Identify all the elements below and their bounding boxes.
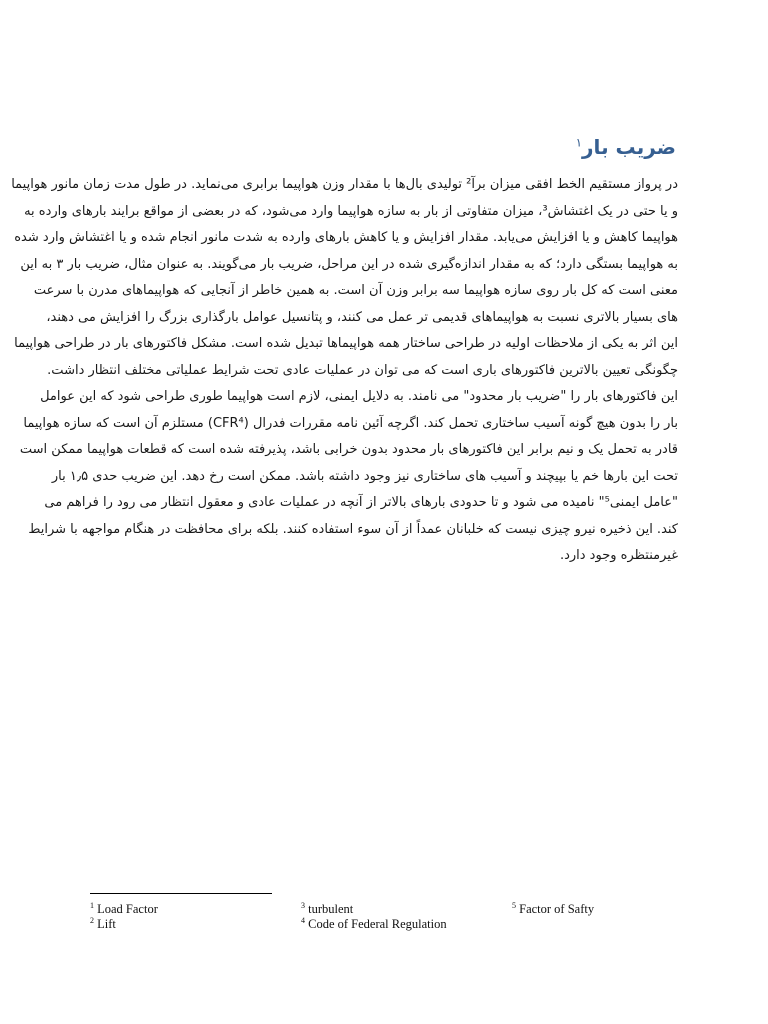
footnote-number: 1 [90,901,94,910]
body-line: و یا حتی در یک اغتشاش³، میزان متفاوتی از بار به سازه هواپیما وارد می‌شود، که در بعضی از مواقع برایند بارهای وارده به [24,203,678,219]
page-title [576,135,676,159]
footnote-item [301,901,353,917]
body-line: معنی است که کل بار روی سازه هواپیما سه برابر وزن آن است. به همین خاطر از آنجایی که هواپیماهای مدرن با سرعت [33,283,678,298]
footnote-number: 2 [90,916,94,925]
footnote-number: 4 [301,916,305,925]
body-line: هواپیما کاهش و یا افزایش می‌یابد. مقدار افزایش و یا کاهش بارهای وارده به شدت مانور انجام شده و یا اغتشاش وارد شده [14,230,678,245]
footnote-text: Lift [97,917,116,932]
body-line: غیرمنتظره وجود دارد. [559,548,678,563]
body-line: به هواپیما بستگی دارد؛ که به مقدار اندازه‌گیری شده در این مراحل، ضریب بار می‌گویند. به عنوان مثال، ضریب بار ۳ به این [20,256,678,272]
heading-footnote-marker: ۱ [575,135,583,150]
footnote-item [90,901,158,917]
body-line: قادر به تحمل یک و نیم برابر این فاکتورهای بار محدود بدون خرابی باشد، پذیرفته شده است که قطعات هواپیما ممکن است [19,442,678,457]
body-line: بار را بدون هیچ گونه آسیب ساختاری تحمل کند. اگرچه آئین نامه مقررات فدرال (CFR⁴) مستلزم آن است که سازه هواپیما [23,415,678,431]
body-line: "عامل ایمنی⁵" نامیده می شود و تا حدودی بارهای بالاتر از آنچه در عملیات عادی و معقول انتظار می رود را فراهم می [44,495,678,510]
body-line: چگونگی تعیین بالاترین فاکتورهای باری است که می توان در عملیات عادی تحت شرایط عملیاتی مختلف انتظار داشت. [47,362,678,378]
body-line: این فاکتورهای بار را "ضریب بار محدود" می نامند. به دلایل ایمنی، لازم است هواپیما طوری طراحی شود که این عوامل [40,389,678,404]
body-paragraph [11,172,678,570]
body-line: تحت این بارها خم یا بپیچند و آسیب های ساختاری نیز وجود داشته باشد. ممکن است رخ دهد. این ضریب حدی ۱٫۵ بار [51,468,678,484]
body-line: های بسیار بالاتری نسبت به هواپیماهای قدیمی تر عمل می کنند، و پتانسیل عوامل بارگذاری بزرگ را افزایش می دهند، [46,309,678,325]
body-line: کند. این ذخیره نیرو چیزی نیست که خلبانان عمداً از آن سوء استفاده کنند. بلکه برای محافظت در هنگام مواجهه با شرایط [28,521,678,537]
footnote-text: Load Factor [97,902,158,917]
footnote-item [90,916,116,932]
footnote-separator [90,893,272,894]
footnote-text: Code of Federal Regulation [308,917,447,932]
heading-text: ضریب بار [582,135,676,159]
footnote-text: Factor of Safty [519,902,595,917]
footnote-item [301,916,447,932]
footnote-number: 3 [301,901,305,910]
body-line: این اثر به یکی از ملاحظات اولیه در طراحی ساختار همه هواپیماها تبدیل شده است. مشکل فاکتورهای بار در طراحی هواپیما [14,336,678,351]
body-line: در پرواز مستقیم الخط افقی میزان برآ² تولیدی بال‌ها با مقدار وزن هواپیما برابری می‌نماید. در طول مدت زمان مانور هواپیما [11,177,678,192]
footnote-text: turbulent [308,902,354,917]
footnote-item [512,901,594,917]
footnote-number: 5 [512,901,516,910]
